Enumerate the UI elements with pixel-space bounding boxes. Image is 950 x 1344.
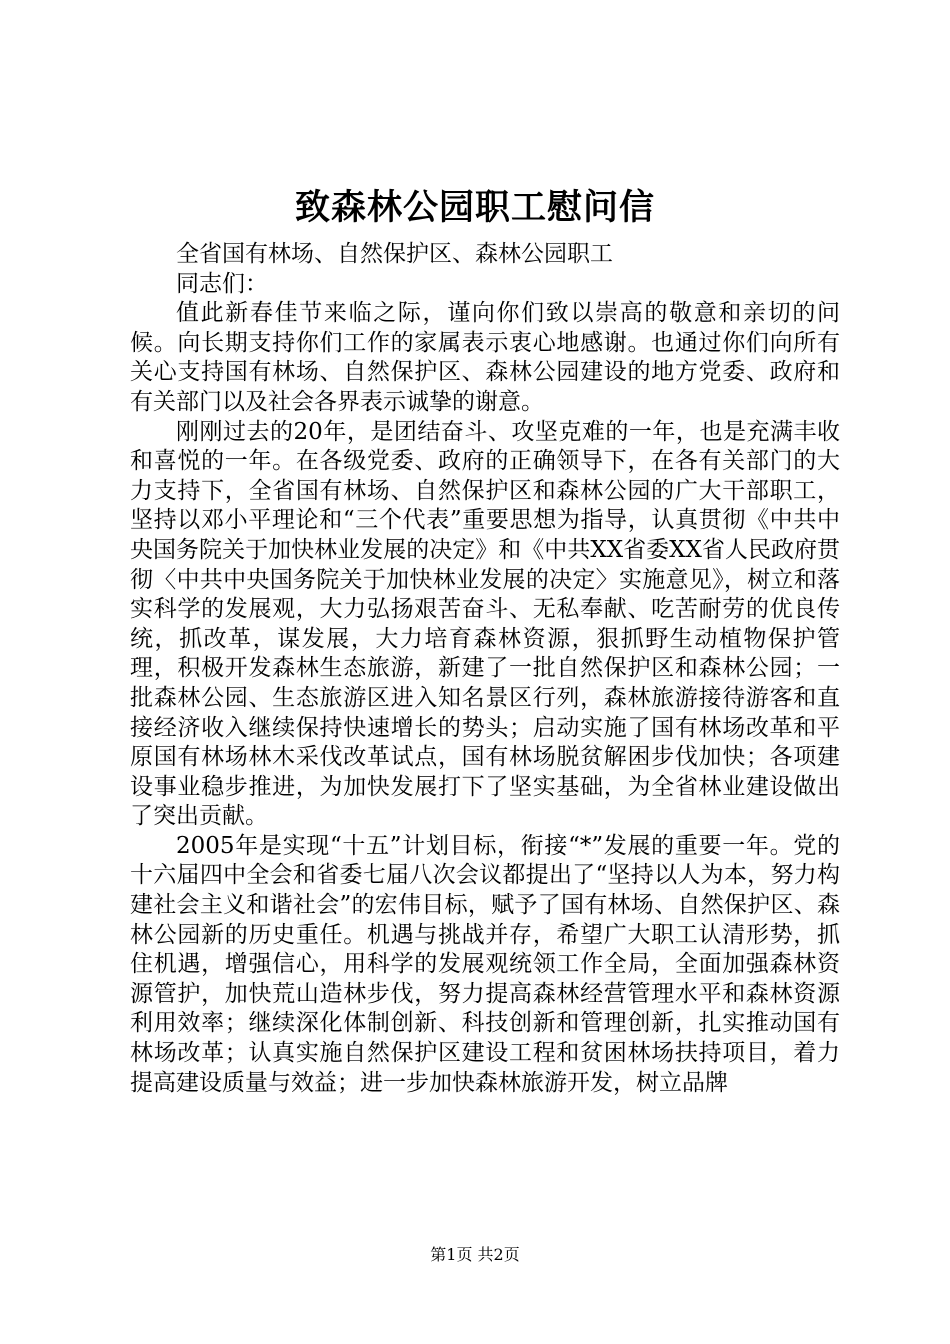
paragraph-3: 2005年是实现“十五”计划目标，衔接“*”发展的重要一年。党的十六届四中全会和省委七届八次会议都提出了“坚持以人为本，努力构建社会主义和谐社会”的宏伟目标，赋予了国有林场、自然保护区、森林公园新的历史重任。机遇与挑战并存，希望广大职工认清形势，抓住机遇，增强信心，用科学的发展观统领工作全局，全面加强森林资源管护，加快荒山造林步伐，努力提高森林经营管理水平和森林资源利用效率；继续深化体制创新、科技创新和管理创新，扎实推动国有林场改革；认真实施自然保护区建设工程和贫困林场扶持项目，着力提高建设质量与效益；进一步加快森林旅游开发，树立品牌: [130, 832, 840, 1096]
addressee-line: 全省国有林场、自然保护区、森林公园职工: [176, 241, 613, 267]
letter-body: [130, 240, 840, 1098]
paragraph-2: 刚刚过去的20年，是团结奋斗、攻坚克难的一年，也是充满丰收和喜悦的一年。在各级党委、政府的正确领导下，在各有关部门的大力支持下，全省国有林场、自然保护区和森林公园的广大干部职工，坚持以邓小平理论和“三个代表”重要思想为指导，认真贯彻《中共中央国务院关于加快林业发展的决定》和《中共XX省委XX省人民政府贯彻〈中共中央国务院关于加快林业发展的决定〉实施意见》，树立和落实科学的发展观，大力弘扬艰苦奋斗、无私奉献、吃苦耐劳的优良传统，抓改革，谋发展，大力培育森林资源，狠抓野生动植物保护管理，积极开发森林生态旅游，新建了一批自然保护区和森林公园；一批森林公园、生态旅游区进入知名景区行列，森林旅游接待游客和直接经济收入继续保持快速增长的势头；启动实施了国有林场改革和平原国有林场林木采伐改革试点，国有林场脱贫解困步伐加快；各项建设事业稳步推进，为加快发展打下了坚实基础，为全省林业建设做出了突出贡献。: [130, 418, 840, 830]
document-title: 致森林公园职工慰问信: [294, 187, 655, 228]
paragraph-1: 值此新春佳节来临之际，谨向你们致以崇高的敬意和亲切的问候。向长期支持你们工作的家属表示衷心地感谢。也通过你们向所有关心支持国有林场、自然保护区、森林公园建设的地方党委、政府和有关部门以及社会各界表示诚挚的谢意。: [130, 300, 840, 415]
greeting-line: 同志们：: [176, 270, 268, 297]
page-footer: 第1页 共2页: [430, 1245, 520, 1264]
